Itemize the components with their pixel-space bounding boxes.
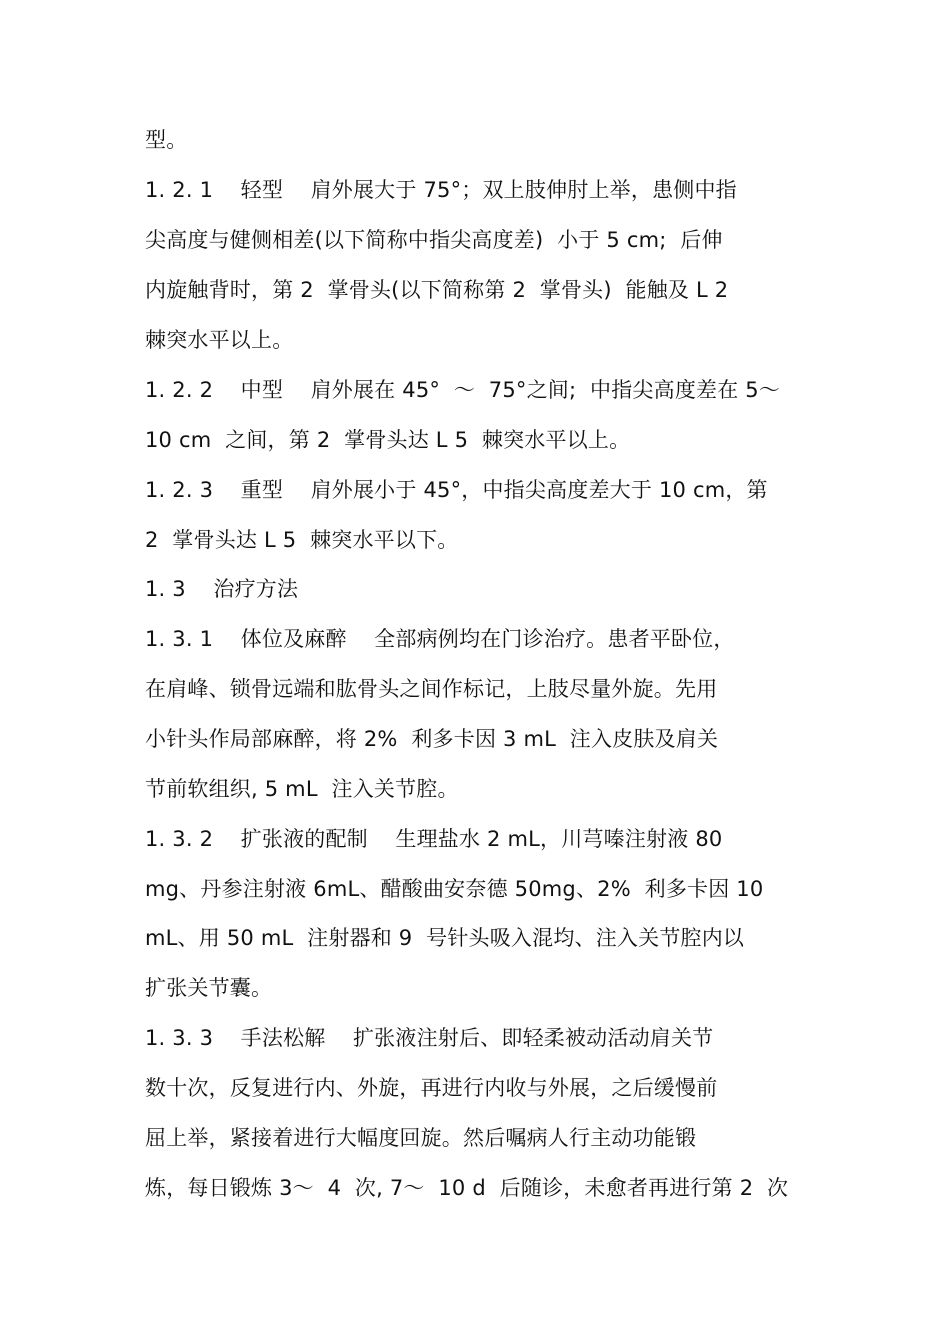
text-line: 1. 2. 3 重型 肩外展小于 45°，中指尖高度差大于 10 cm，第 <box>145 478 768 502</box>
text-line: 内旋触背时，第 2 掌骨头(以下简称第 2 掌骨头) 能触及 L 2 <box>145 278 729 302</box>
text-line: 扩张关节囊。 <box>145 976 273 1000</box>
text-line: 小针头作局部麻醉，将 2% 利多卡因 3 mL 注入皮肤及肩关 <box>145 727 719 751</box>
text-line: 1. 3. 3 手法松解 扩张液注射后、即轻柔被动活动肩关节 <box>145 1026 714 1050</box>
text-line: 1. 2. 1 轻型 肩外展大于 75°；双上肢伸肘上举，患侧中指 <box>145 178 737 202</box>
text-line: 1. 3. 1 体位及麻醉 全部病例均在门诊治疗。患者平卧位， <box>145 627 735 651</box>
text-line: 屈上举，紧接着进行大幅度回旋。然后嘱病人行主动功能锻 <box>145 1126 697 1150</box>
text-line: 10 cm 之间，第 2 掌骨头达 L 5 棘突水平以上。 <box>145 428 631 452</box>
text-line: mg、丹参注射液 6mL、醋酸曲安奈德 50mg、2% 利多卡因 10 <box>145 877 764 901</box>
text-line: mL、用 50 mL 注射器和 9 号针头吸入混均、注入关节腔内以 <box>145 926 745 950</box>
text-line: 2 掌骨头达 L 5 棘突水平以下。 <box>145 528 459 552</box>
section-heading: 1. 3 治疗方法 <box>145 577 299 601</box>
text-line: 数十次，反复进行内、外旋，再进行内收与外展，之后缓慢前 <box>145 1076 718 1100</box>
text-line: 1. 2. 2 中型 肩外展在 45° ～ 75°之间; 中指尖高度差在 5～ <box>145 378 781 402</box>
text-line: 棘突水平以上。 <box>145 328 294 352</box>
text-line: 1. 3. 2 扩张液的配制 生理盐水 2 mL，川芎嗪注射液 80 <box>145 827 723 851</box>
text-line: 型。 <box>145 128 188 152</box>
text-line: 在肩峰、锁骨远端和肱骨头之间作标记，上肢尽量外旋。先用 <box>145 677 718 701</box>
text-line: 炼，每日锻炼 3～ 4 次, 7～ 10 d 后随诊，未愈者再进行第 2 次 <box>145 1176 789 1200</box>
text-line: 节前软组织, 5 mL 注入关节腔。 <box>145 777 459 801</box>
text-line: 尖高度与健侧相差(以下简称中指尖高度差) 小于 5 cm; 后伸 <box>145 228 723 252</box>
